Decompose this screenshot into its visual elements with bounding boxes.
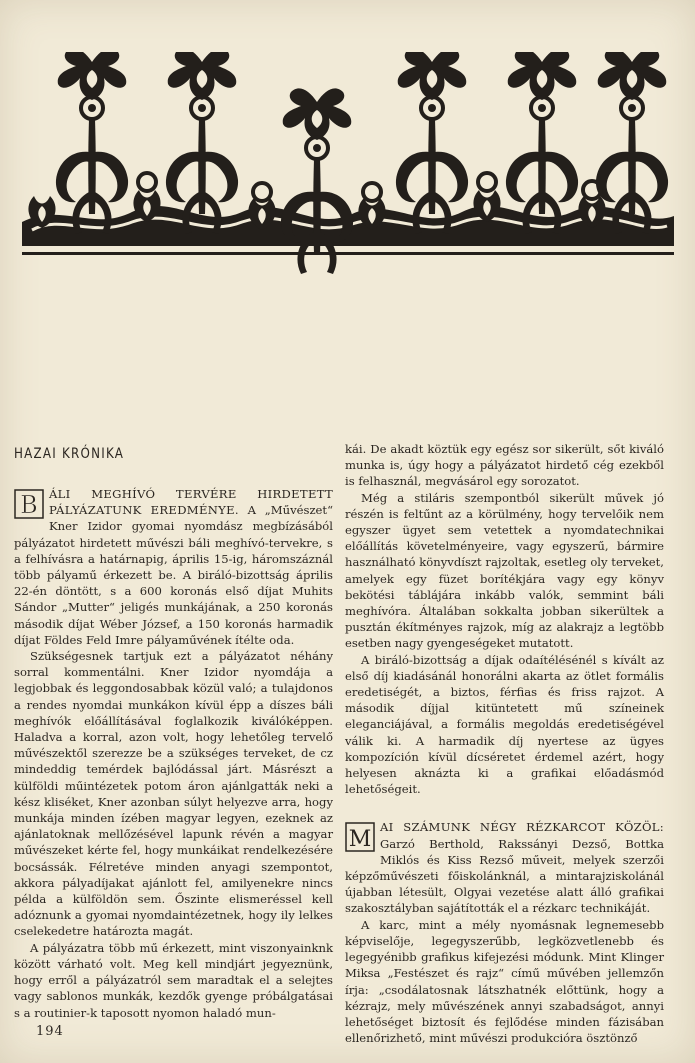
article1-para4: Még a stiláris szempontból sikerült művek jó részén is feltűnt az a körülmény, hogy tervelőik nem egyszer ügyet sem vetettek a nyomdatechnikai előállítás követelményeire, vagy egyszerű, bármire használható könyvdíszt rajzoltak, esetleg oly terveket, amelyek egy füzet borítékjára vagy egy könyv bekötési táblájára inkább valók, semmint báli meghívóra. Általában sokkalta jobban sikerültek a pusztán ékítményes rajzok, míg az alakrajz a legtöbb esetben nagy gyengeségeket mutatott. [345,490,664,651]
article2-para2: A karc, mint a mély nyomásnak legnemesebb képviselője, legegyszerűbb, legközvetlenebb és legegyénibb grafikus kifejezési módunk. Mint Klinger Miksa „Festészet és rajz“ című művében jellemzőn írja: „csodálatosnak látszhatnék előttünk, hogy a kézrajz, mely művészének annyi szabadságot, annyi lehetőséget biztosít és fejlődése minden fázisában ellenőrizhető, mint művészi produkcióra ösztönző [345,917,664,1046]
article1-heading: ÁLI MEGHÍVÓ TERVÉRE HIRDETETT PÁLYÁZATUNK EREDMÉNYE. [49,487,333,518]
svg-text:B: B [20,491,38,519]
section-title: HAZAI KRÓNIKA [14,446,125,462]
article1-lead [14,486,333,648]
art-nouveau-floral-ornament [22,52,674,277]
article1-para2: Szükségesnek tartjuk ezt a pályázatot néhány sorral kommentálni. Kner Izidor nyomdája a legjobbak és leggondosabbak közül való; a tulajdonos a rendes nyomdai munkákon kívül épp a díszes báli meghívók előállításával foglalkozik kiválóképpen. Haladva a korral, azon volt, hogy lehetőleg tervelő művészektől szerezze be a szükséges terveket, de cz mindeddig temérdek bajlódással járt. Másrészt a külföldi műintézetek potom áron ajánlgatták neki a kész kliséket, Kner azonban súlyt helyezve arra, hogy munkája minden ízében magyar legyen, ezeknek az ajánlatoknak mellőzésével lapunk révén a magyar művészeket kérte fel, hogy munkáikat rendelkezésére bocsássák. Félretéve minden anyagi szempontot, akkora pályadíjakat ajánlott fel, amilyenekre nincs példa a külföldön sem. Őszinte elismeréssel kell adóznunk a gyomai nyomdaintézetnek, hogy ily lelkes cselekedetre határozta magát. [14,649,333,939]
article1-para3: A pályázatra több mű érkezett, mint viszonyainknk között várható volt. Meg kell mindjárt jegyeznünk, hogy erről a pályázatról sem maradtak el a selejtes vagy sablonos munkák, kezdők gyenge próbálgatásai s a routinier-k taposott nyomon haladó mun- [14,940,333,1020]
left-column [14,486,333,1021]
article1-para5: A biráló-bizottság a díjak odaítélésénél s kívált az első díj kiadásánál honorálni akarta az ötlet formális eredetiségét, a biztos, férfias és friss rajzot. A második díjjal kitüntetett mű színeinek eleganciájával, a formális megoldás eredetiségével válik ki. A harmadik díj nyertese az ügyes kompozíción kívül dícséretet érdemel azért, hogy helyesen aknázta ki a grafikai előadásmód lehetőségeit. [345,652,664,797]
article2-body-first: Garzó Berthold, Rakssányi Dezső, Bottka Miklós és Kiss Rezső műveit, melyek szerzői képzőművészeti főiskolánknál, a mintarajziskolánál újabban létesült, Olgyai vezetése alatt álló grafikai szakosztályban sajátították el a rézkarc technikáját. [345,836,664,916]
page-number: 194 [36,1024,64,1039]
article1-continuation: kái. De akadt köztük egy egész sor sikerült, sőt kiváló munka is, úgy hogy a pályázatot hirdető cég ezekből is felhasznál, megvásárol egy sorozatot. [345,442,664,489]
article2-lead [345,819,664,916]
article1-body-first: A „Művészet“ Kner Izidor gyomai nyomdász megbízásából pályázatot hirdetett művészi báli meghívó-tervekre, s a felhívásra a határnapig, április 15-ig, háromszáznál több pályamű érkezett be. A biráló-bizottság április 22-én döntött, s a 600 koronás első díjat Muhits Sándor „Mutter“ jeligés munkájának, a 250 koronás második díjat Wéber József, a 150 koronás harmadik díjat Földes Feld Imre pályaművének ítélte oda. [14,503,333,647]
article2-heading: AI SZÁMUNK NÉGY RÉZKARCOT KÖZÖL: [380,820,664,835]
right-column [345,441,664,1046]
drop-cap-b [14,489,44,519]
drop-cap-m [345,822,375,852]
svg-text:M: M [348,827,372,853]
